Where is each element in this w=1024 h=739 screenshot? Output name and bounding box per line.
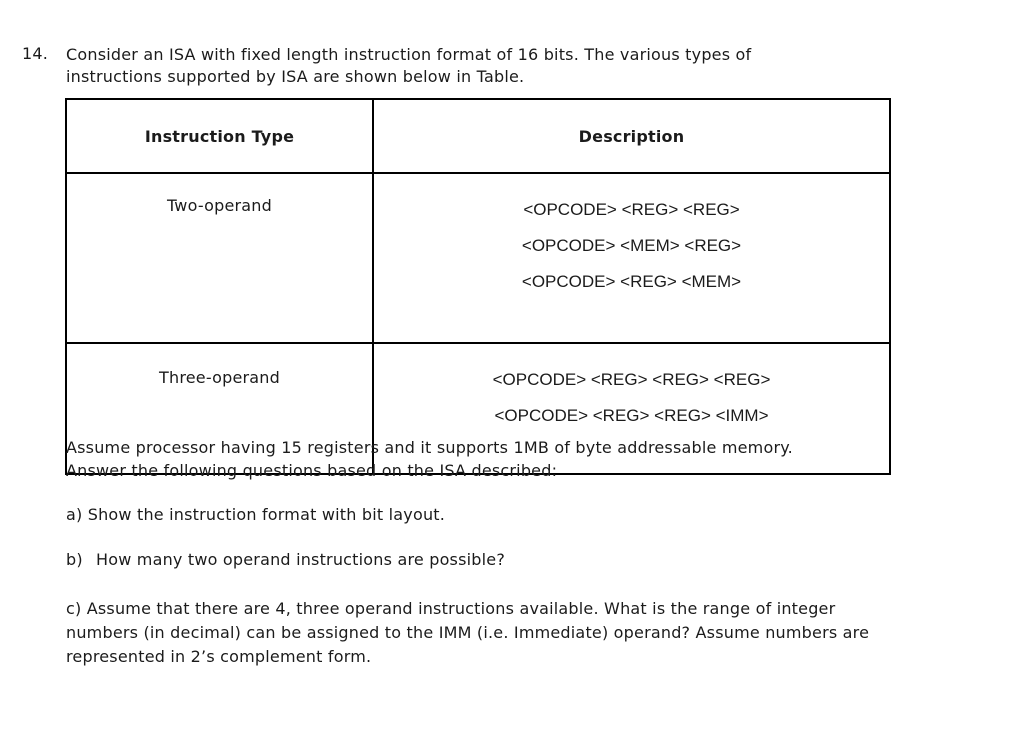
- part-c-line-3: represented in 2’s complement form.: [66, 647, 372, 666]
- table-row: [66, 173, 890, 343]
- part-b-text: How many two operand instructions are possible?: [96, 550, 506, 569]
- part-c: [66, 597, 966, 669]
- part-c-line-2: numbers (in decimal) can be assigned to the IMM (i.e. Immediate) operand? Assume numbers are: [66, 623, 870, 642]
- description-line: <OPCODE> <REG> <REG>: [523, 200, 740, 219]
- table-header-row: [66, 99, 890, 173]
- instruction-type-table: [65, 98, 891, 475]
- question-number: 14.: [22, 44, 49, 63]
- header-description: Description: [373, 99, 890, 173]
- assumption-text: [66, 436, 966, 482]
- assumption-line-1: Assume processor having 15 registers and it supports 1MB of byte addressable memory.: [66, 438, 793, 457]
- description-line: <OPCODE> <REG> <MEM>: [521, 272, 742, 291]
- part-c-line-1: c) Assume that there are 4, three operand instructions available. What is the range of integer: [66, 599, 836, 618]
- part-b: [66, 550, 505, 569]
- instruction-type-cell: Three-operand: [66, 343, 373, 474]
- instruction-type-cell: Two-operand: [66, 173, 373, 343]
- intro-line-2: instructions supported by ISA are shown below in Table.: [66, 67, 525, 86]
- part-a: a) Show the instruction format with bit layout.: [66, 505, 446, 524]
- question-intro: [66, 44, 966, 88]
- description-line: <OPCODE> <REG> <REG> <REG>: [492, 370, 771, 389]
- description-cell: [373, 173, 890, 343]
- header-instruction-type: Instruction Type: [66, 99, 373, 173]
- intro-line-1: Consider an ISA with fixed length instruction format of 16 bits. The various types of: [66, 45, 752, 64]
- description-line: <OPCODE> <REG> <REG> <IMM>: [494, 406, 769, 425]
- description-line: <OPCODE> <MEM> <REG>: [521, 236, 742, 255]
- assumption-line-2: Answer the following questions based on the ISA described:: [66, 461, 558, 480]
- part-b-label: b): [66, 550, 83, 569]
